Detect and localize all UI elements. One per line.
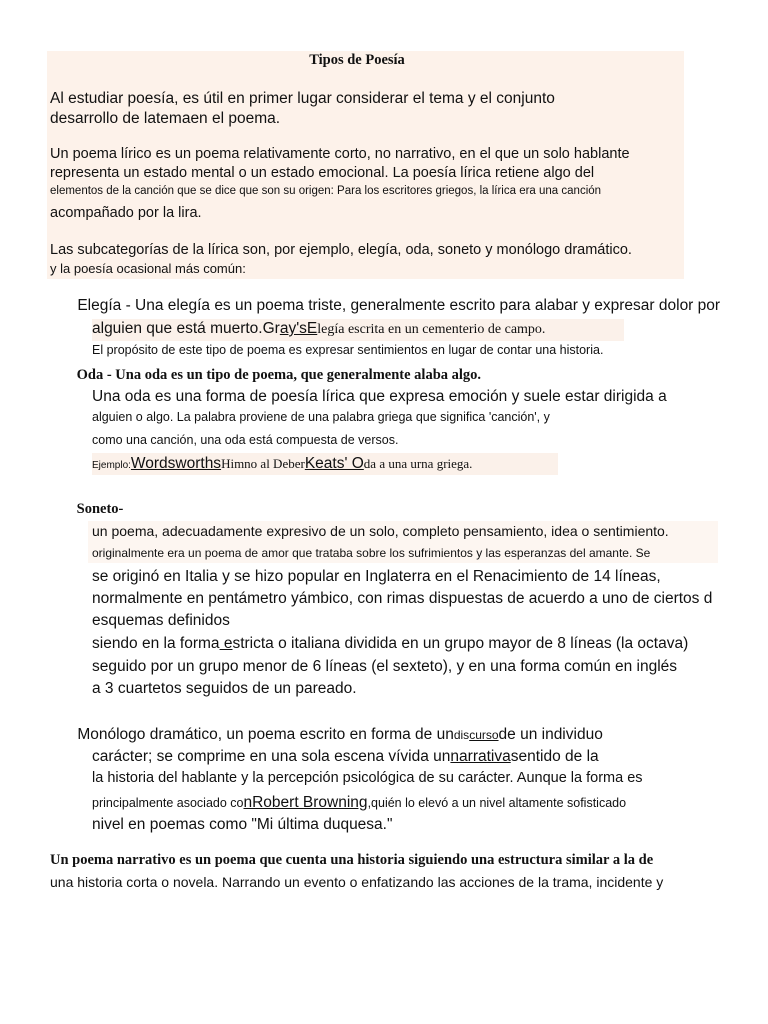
intro-line-1: Al estudiar poesía, es útil en primer lugar considerar el tema y el conjunto xyxy=(50,90,555,107)
monologo-text-2a: carácter; se comprime en una sola escena vívida un xyxy=(92,748,451,765)
elegia-line-2 xyxy=(92,320,545,338)
elegia-text-2a: alguien que está muerto.Gr xyxy=(92,320,280,337)
oda-line-1: Una oda es una forma de poesía lírica que expresa emoción y suele estar dirigida a xyxy=(92,388,667,405)
himno-title: Himno al Deber xyxy=(221,456,305,471)
soneto-text-6a: siendo en la forma xyxy=(92,635,220,652)
monologo-line-4 xyxy=(92,794,626,812)
monologo-text-2c: sentido de la xyxy=(510,748,599,765)
soneto-text-6c: stricta o italiana dividida en un grupo mayor de 8 líneas (la octava) xyxy=(232,635,689,652)
robert-browning-text: nRobert Browning xyxy=(243,794,368,811)
wordsworth-text: Wordsworths xyxy=(130,455,222,472)
monologo-text-4c: ,quién lo elevó a un nivel altamente sofisticado xyxy=(367,796,627,810)
monologo-text-4a: principalmente asociado co xyxy=(92,796,244,810)
soneto-line-1: un poema, adecuadamente expresivo de un solo, completo pensamiento, idea o sentimiento. xyxy=(92,523,669,539)
soneto-line-6 xyxy=(92,635,688,653)
monologo-line-1 xyxy=(73,726,603,744)
lyric-line-3: elementos de la canción que se dice que son su origen: Para los escritores griegos, la lírica era una canción xyxy=(50,185,602,197)
soneto-line-7: seguido por un grupo menor de 6 líneas (el sexteto), y en una forma común en inglés xyxy=(92,658,678,675)
narrativo-line-2: una historia corta o novela. Narrando un evento o enfatizando las acciones de la trama, incidente y xyxy=(50,874,664,890)
oda-example-line xyxy=(92,455,472,473)
monologo-line-2 xyxy=(92,748,599,766)
elegia-work-title: legía escrita en un cementerio de campo. xyxy=(317,322,546,337)
soneto-text-6b: e xyxy=(219,635,233,652)
example-label: Ejemplo: xyxy=(92,460,131,471)
oda-heading xyxy=(73,367,481,384)
grays-link-text: ay'sE xyxy=(279,320,318,337)
soneto-line-3: se originó en Italia y se hizo popular en Inglaterra en el Renacimiento de 14 líneas, xyxy=(92,568,661,585)
subcats-line-1: Las subcategorías de la lírica son, por ejemplo, elegía, oda, soneto y monólogo dramático. xyxy=(50,242,632,258)
oda-line-2: alguien o algo. La palabra proviene de una palabra griega que significa 'canción', y xyxy=(92,410,550,424)
oda-line-3: como una canción, una oda está compuesta de versos. xyxy=(92,433,399,447)
lyric-line-2: representa un estado mental o un estado emocional. La poesía lírica retiene algo del xyxy=(50,165,595,181)
monologo-text-1d: de un individuo xyxy=(498,726,603,743)
soneto-line-2: originalmente era un poema de amor que trataba sobre los sufrimientos y las esperanzas del amante. Se xyxy=(92,546,651,560)
soneto-line-4: normalmente en pentámetro yámbico, con rimas dispuestas de acuerdo a uno de ciertos d xyxy=(92,590,713,607)
urna-title: da a una urna griega. xyxy=(363,456,473,471)
soneto-heading-text: Soneto- xyxy=(76,501,124,517)
oda-heading-text: Oda - Una oda es un tipo de poema, que generalmente alaba algo. xyxy=(76,367,482,383)
discurso-text: curso xyxy=(469,728,499,742)
monologo-text-1a: Monólogo dramático, un poema escrito en forma de un xyxy=(77,726,454,743)
page-title: Tipos de Poesía xyxy=(309,52,405,68)
elegia-line-1 xyxy=(73,297,720,315)
monologo-line-3: la historia del hablante y la percepción psicológica de su carácter. Aunque la forma es xyxy=(92,770,643,786)
monologo-text-1b: dis xyxy=(453,728,470,742)
narrativa-text: narrativa xyxy=(450,748,511,765)
soneto-heading xyxy=(73,501,123,518)
soneto-line-8: a 3 cuartetos seguidos de un pareado. xyxy=(92,680,357,697)
narrativo-line-1: Un poema narrativo es un poema que cuenta una historia siguiendo una estructura similar a la de xyxy=(50,852,654,868)
keats-text: Keats' O xyxy=(304,455,364,472)
elegia-text-1: Elegía - Una elegía es un poema triste, generalmente escrito para alabar y expresar dolor por xyxy=(77,297,721,314)
lyric-line-1: Un poema lírico es un poema relativamente corto, no narrativo, en el que un solo hablante xyxy=(50,146,630,162)
soneto-line-5: esquemas definidos xyxy=(92,612,230,629)
intro-line-2: desarrollo de latemaen el poema. xyxy=(50,110,281,127)
elegia-line-3: El propósito de este tipo de poema es expresar sentimientos en lugar de contar una historia. xyxy=(92,343,604,357)
subcats-line-2: y la poesía ocasional más común: xyxy=(50,261,246,276)
lyric-line-4: acompañado por la lira. xyxy=(50,205,202,221)
monologo-line-5: nivel en poemas como "Mi última duquesa." xyxy=(92,816,393,833)
